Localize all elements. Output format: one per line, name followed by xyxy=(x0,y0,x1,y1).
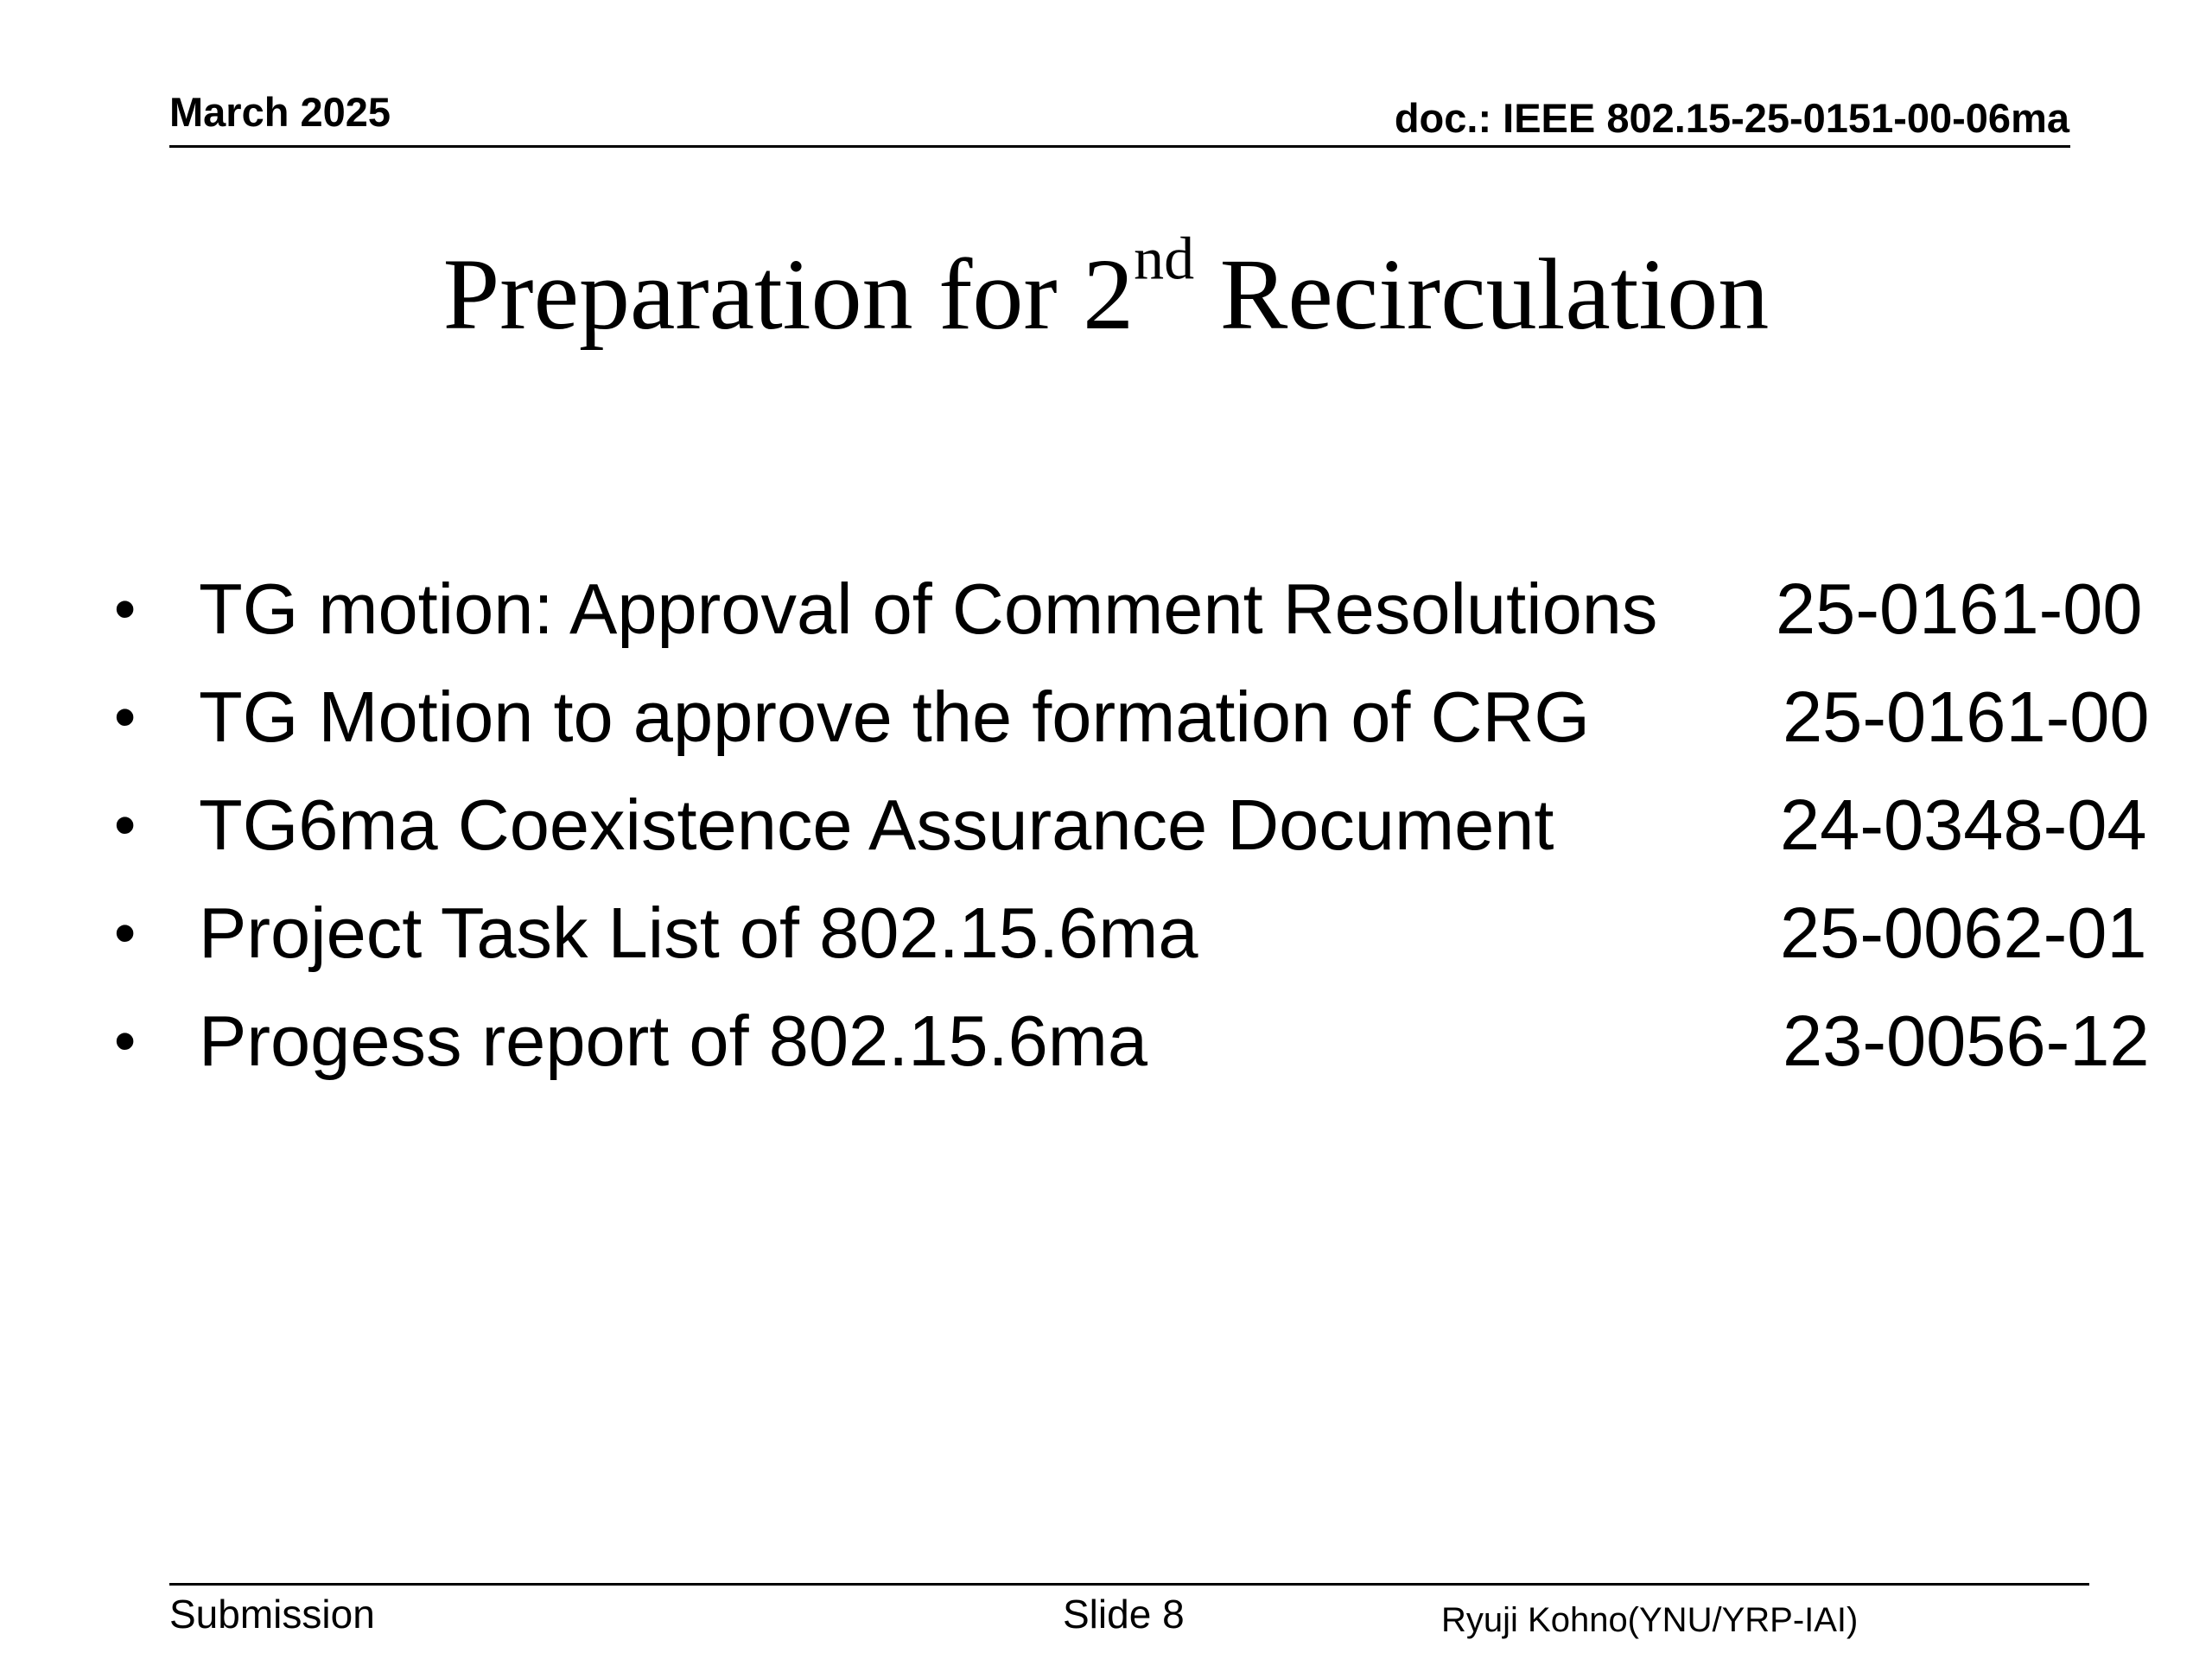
bullet-item xyxy=(0,562,2212,657)
title-suffix: Recirculation xyxy=(1194,238,1770,351)
bullet-text: TG motion: Approval of Comment Resolutions xyxy=(199,569,1658,649)
title-superscript: nd xyxy=(1134,226,1195,293)
bullet-item xyxy=(0,670,2212,765)
footer-divider xyxy=(169,1583,2089,1586)
bullet-text: Project Task List of 802.15.6ma xyxy=(199,893,1198,973)
header-date: March 2025 xyxy=(169,89,391,135)
bullet-marker: • xyxy=(114,899,137,968)
footer-slide-number: Slide 8 xyxy=(1063,1592,1185,1637)
header-doc-id: doc.: IEEE 802.15-25-0151-00-06ma xyxy=(1394,95,2069,141)
title-prefix: Preparation for 2 xyxy=(442,238,1135,351)
bullet-text: Progess report of 802.15.6ma xyxy=(199,1001,1148,1081)
bullet-marker: • xyxy=(114,683,137,752)
bullet-marker: • xyxy=(114,1007,137,1076)
bullet-text: TG Motion to approve the formation of CRG xyxy=(199,677,1590,757)
bullet-marker: • xyxy=(114,575,137,644)
bullet-item xyxy=(0,778,2212,873)
bullet-doc-number: 24-0348-04 xyxy=(1780,785,2147,865)
bullet-doc-number: 25-0062-01 xyxy=(1780,893,2147,973)
footer-author: Ryuji Kohno(YNU/YRP-IAI) xyxy=(1441,1601,1859,1639)
bullet-doc-number: 25-0161-00 xyxy=(1783,677,2150,757)
bullet-marker: • xyxy=(114,791,137,860)
bullet-item xyxy=(0,886,2212,981)
bullet-doc-number: 23-0056-12 xyxy=(1783,1001,2150,1081)
footer-submission: Submission xyxy=(169,1592,375,1637)
bullet-item xyxy=(0,994,2212,1089)
bullet-text: TG6ma Coexistence Assurance Document xyxy=(199,785,1554,865)
bullet-doc-number: 25-0161-00 xyxy=(1776,569,2143,649)
